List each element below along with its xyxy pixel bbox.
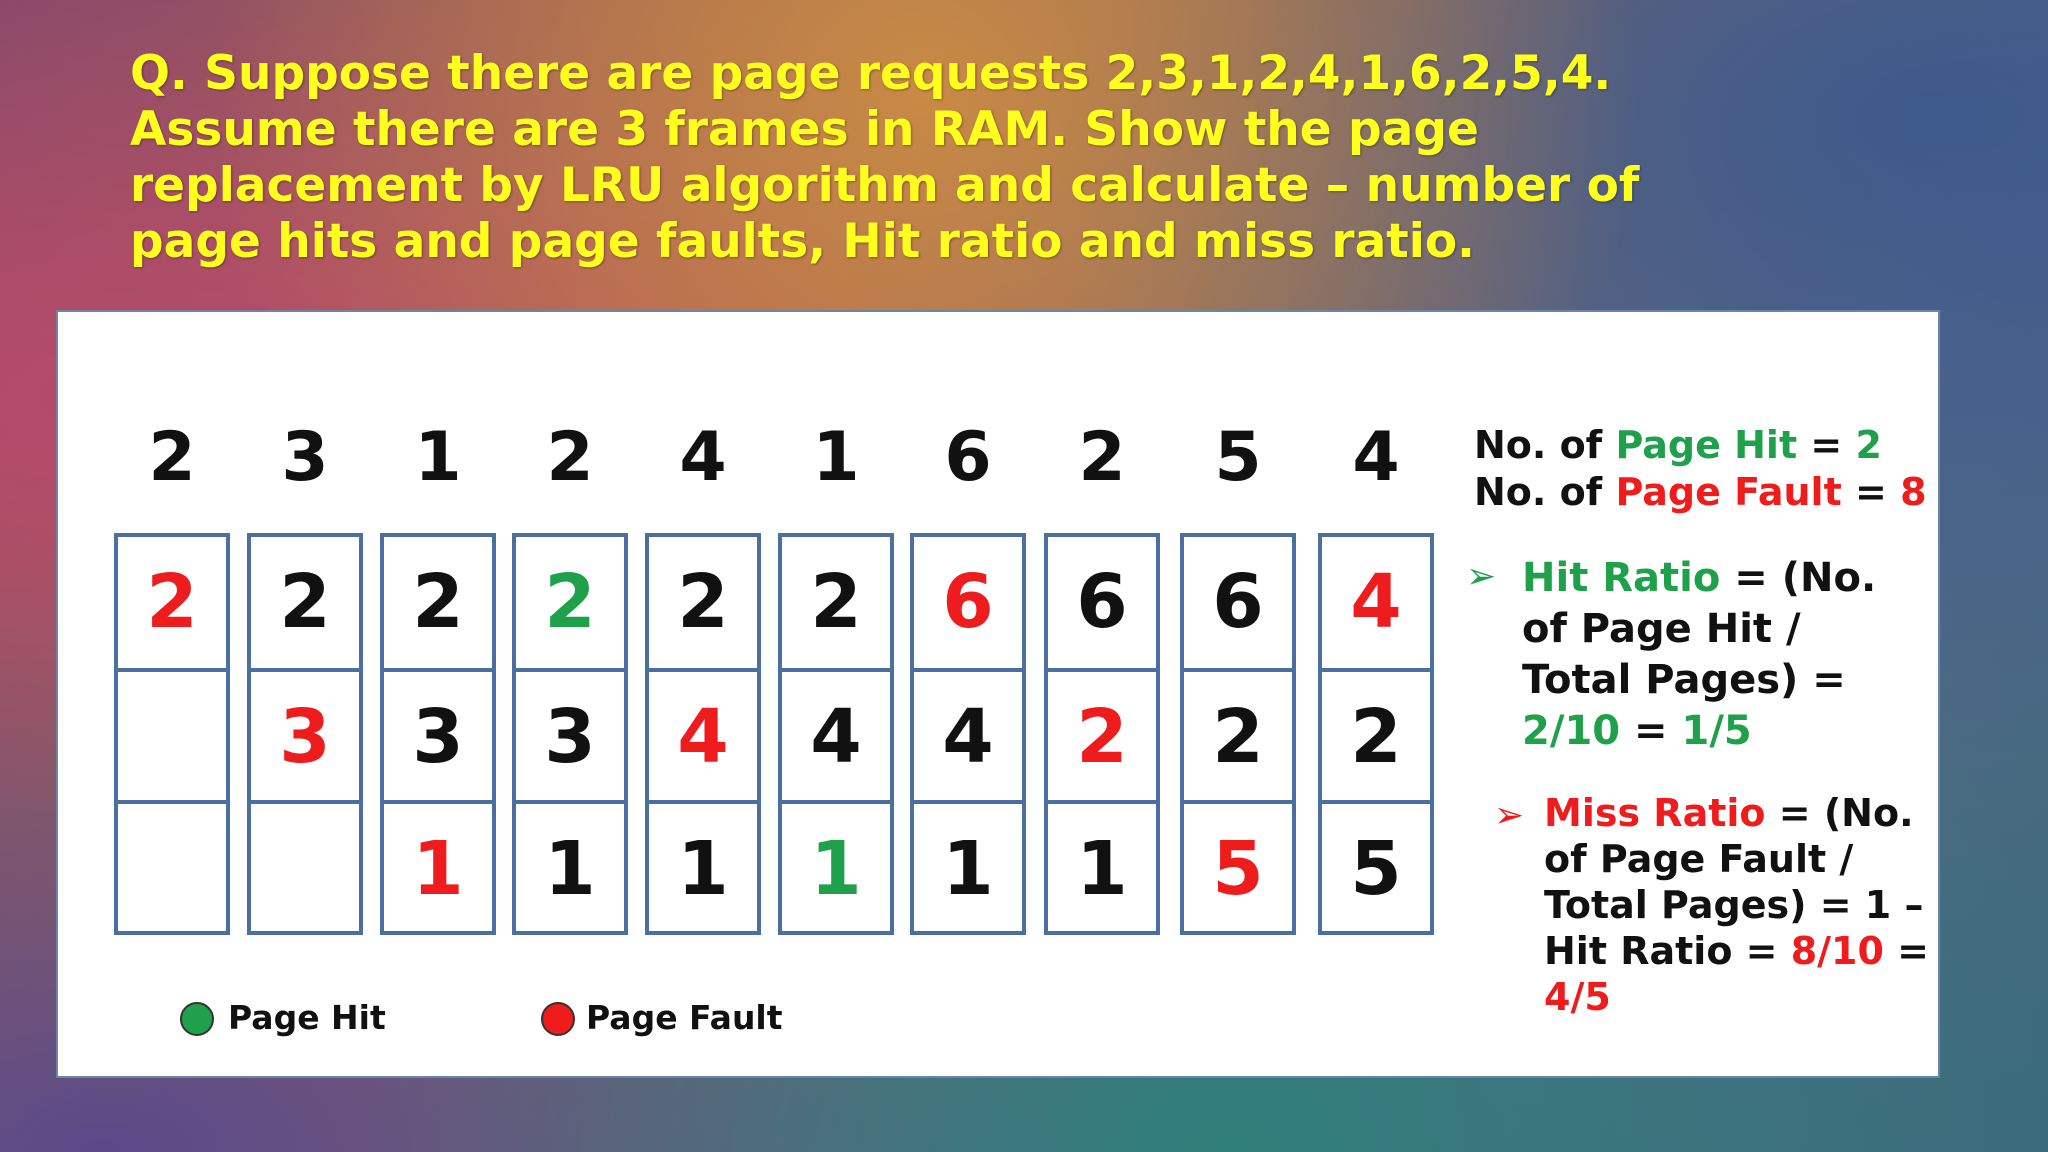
frame-cell: 1 — [384, 800, 492, 934]
frame-cell: 2 — [279, 559, 331, 645]
frame-column-3 — [380, 533, 496, 935]
question-text — [130, 46, 1830, 270]
page-fault-legend-dot — [541, 1002, 575, 1036]
frame-column-2 — [247, 533, 363, 935]
frame-cell: 4 — [1350, 559, 1402, 645]
request-1: 2 — [148, 418, 196, 497]
frame-column-9 — [1180, 533, 1296, 935]
miss-ratio-l2: of Page Fault / — [1544, 837, 1854, 881]
miss-ratio-fraction: 8/10 — [1790, 929, 1884, 973]
fault-prefix: No. of — [1474, 470, 1616, 514]
page-fault-count-line — [1474, 469, 1927, 516]
frame-cell: 5 — [1322, 800, 1430, 934]
hit-ratio-l3: Total Pages) = — [1522, 657, 1846, 703]
frame-cell — [251, 800, 359, 934]
frame-cell: 2 — [677, 559, 729, 645]
frame-cell: 1 — [782, 800, 890, 934]
frame-cell: 4 — [914, 668, 1022, 802]
frame-cell: 6 — [1212, 559, 1264, 645]
hit-fault-counts — [1474, 422, 1927, 516]
request-6: 1 — [812, 418, 860, 497]
miss-ratio-term: Miss Ratio — [1544, 791, 1766, 835]
hit-term: Page Hit — [1615, 423, 1798, 467]
question-line-2: Assume there are 3 frames in RAM. Show the page — [130, 102, 1479, 157]
frame-column-1 — [114, 533, 230, 935]
frame-cell: 5 — [1184, 800, 1292, 934]
hit-ratio-l2: of Page Hit / — [1522, 606, 1801, 652]
hit-ratio-eq: = — [1620, 708, 1682, 754]
miss-ratio-l3: Total Pages) = 1 – — [1544, 883, 1924, 927]
hit-ratio-block — [1522, 553, 1876, 757]
page-hit-legend-label: Page Hit — [228, 998, 386, 1037]
frame-cell: 1 — [1048, 800, 1156, 934]
page-fault-legend-label: Page Fault — [586, 998, 783, 1037]
fault-value: 8 — [1900, 470, 1927, 514]
page-hit-legend-dot — [180, 1002, 214, 1036]
miss-ratio-l4a: Hit Ratio = — [1544, 929, 1791, 973]
hit-ratio-l1: = (No. — [1720, 555, 1877, 601]
request-9: 5 — [1214, 418, 1262, 497]
hit-ratio-fraction: 2/10 — [1522, 708, 1621, 754]
miss-ratio-l4c: = — [1883, 929, 1930, 973]
frame-cell: 1 — [649, 800, 757, 934]
frame-column-10 — [1318, 533, 1434, 935]
request-8: 2 — [1078, 418, 1126, 497]
frame-cell: 1 — [914, 800, 1022, 934]
question-line-3: replacement by LRU algorithm and calculate – number of — [130, 158, 1640, 213]
hit-ratio-bullet-icon: ➢ — [1466, 556, 1497, 597]
frame-cell — [118, 668, 226, 802]
frame-cell: 4 — [649, 668, 757, 802]
frame-cell: 3 — [516, 668, 624, 802]
frame-cell: 2 — [1322, 668, 1430, 802]
miss-ratio-result: 4/5 — [1544, 975, 1611, 1019]
frame-column-6 — [778, 533, 894, 935]
fault-term: Page Fault — [1615, 470, 1842, 514]
request-2: 3 — [281, 418, 329, 497]
miss-ratio-l1: = (No. — [1765, 791, 1914, 835]
request-7: 6 — [944, 418, 992, 497]
frame-cell: 2 — [1048, 668, 1156, 802]
miss-ratio-block — [1544, 790, 1929, 1020]
frame-cell: 2 — [810, 559, 862, 645]
frame-cell — [118, 800, 226, 934]
frame-column-5 — [645, 533, 761, 935]
frame-column-7 — [910, 533, 1026, 935]
fault-eq: = — [1841, 470, 1901, 514]
frame-cell: 3 — [251, 668, 359, 802]
hit-eq: = — [1797, 423, 1856, 467]
frame-cell: 4 — [782, 668, 890, 802]
frame-cell: 2 — [1184, 668, 1292, 802]
frame-cell: 2 — [544, 559, 596, 645]
request-10: 4 — [1352, 418, 1400, 497]
hit-value: 2 — [1855, 423, 1882, 467]
request-5: 4 — [679, 418, 727, 497]
request-3: 1 — [414, 418, 462, 497]
page-hit-count-line — [1474, 422, 1927, 469]
hit-ratio-result: 1/5 — [1681, 708, 1752, 754]
frame-cell: 2 — [412, 559, 464, 645]
miss-ratio-bullet-icon: ➢ — [1494, 795, 1525, 836]
frame-column-4 — [512, 533, 628, 935]
hit-ratio-term: Hit Ratio — [1522, 555, 1721, 601]
frame-cell: 1 — [516, 800, 624, 934]
frame-cell: 2 — [146, 559, 198, 645]
frame-cell: 6 — [942, 559, 994, 645]
request-4: 2 — [546, 418, 594, 497]
frame-column-8 — [1044, 533, 1160, 935]
question-line-1: Q. Suppose there are page requests 2,3,1,2,4,1,6,2,5,4. — [130, 46, 1612, 101]
frame-cell: 3 — [384, 668, 492, 802]
question-line-4: page hits and page faults, Hit ratio and miss ratio. — [130, 214, 1476, 269]
frame-cell: 6 — [1076, 559, 1128, 645]
hit-prefix: No. of — [1474, 423, 1616, 467]
